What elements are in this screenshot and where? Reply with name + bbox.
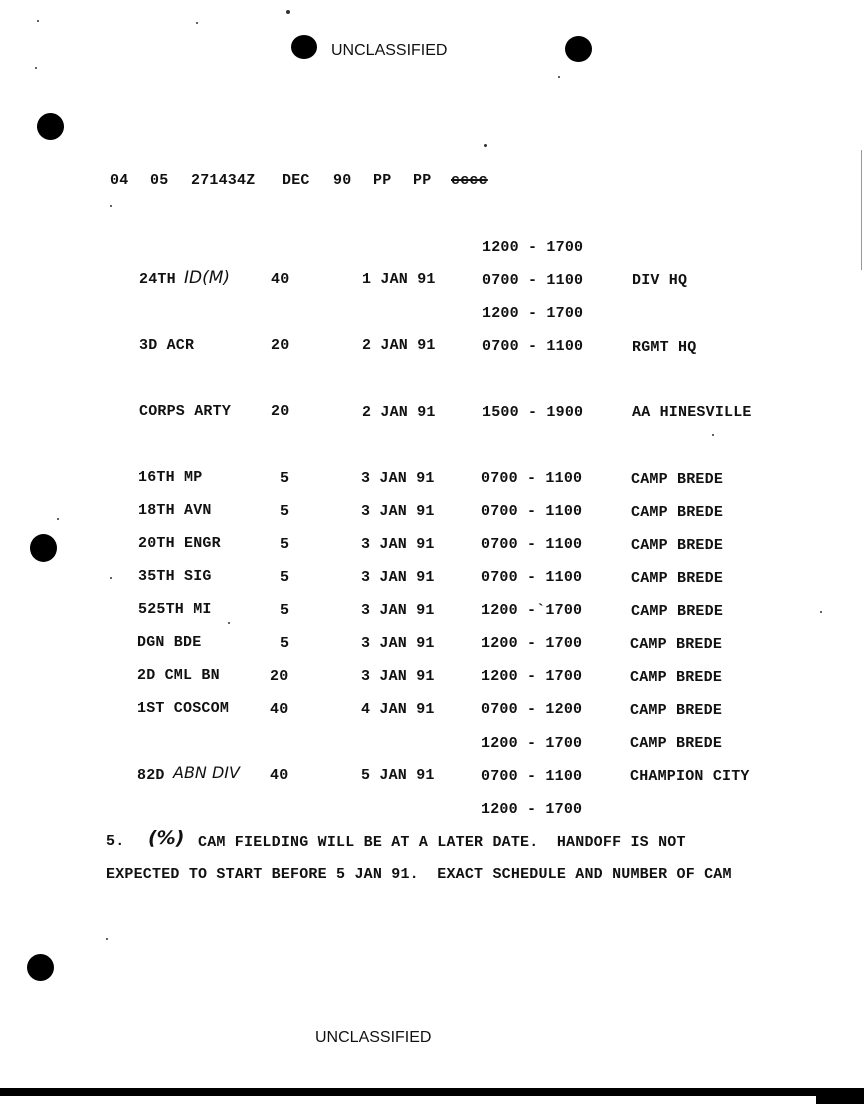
handwritten-unit: ID(M) (184, 268, 231, 288)
punch-hole-left-2 (30, 534, 57, 562)
unit-cell: 2D CML BN (137, 667, 220, 684)
location-cell: CAMP BREDE (631, 537, 724, 554)
punch-hole-top-left (291, 35, 317, 59)
punch-hole-left-1 (37, 113, 64, 140)
date-cell: 3 JAN 91 (361, 668, 435, 685)
count-cell: 40 (270, 701, 289, 718)
paragraph-line-2: EXPECTED TO START BEFORE 5 JAN 91. EXACT SCHEDULE AND NUMBER OF CAM (106, 866, 732, 883)
scan-edge-bottom (0, 1088, 846, 1096)
unit-cell: 18TH AVN (138, 502, 212, 519)
punch-hole-left-3 (27, 954, 54, 981)
date-cell: 3 JAN 91 (361, 569, 435, 586)
date-cell: 3 JAN 91 (361, 602, 435, 619)
date-cell: 4 JAN 91 (361, 701, 435, 718)
classification-mark: (%) (148, 827, 185, 849)
unit-cell: 16TH MP (138, 469, 203, 486)
count-cell: 5 (280, 569, 290, 586)
msg-field-1: 04 (110, 172, 129, 189)
location-cell: CAMP BREDE (631, 504, 724, 521)
time-cell: 0700 - 1100 (481, 768, 583, 785)
time-cell: 1200 - 1700 (481, 668, 583, 685)
time-cell: 0700 - 1100 (481, 536, 583, 553)
location-cell: CAMP BREDE (631, 570, 724, 587)
date-cell: 5 JAN 91 (361, 767, 435, 784)
count-cell: 5 (280, 536, 290, 553)
location-cell: CAMP BREDE (630, 669, 723, 686)
speck (35, 67, 37, 69)
msg-year: 90 (333, 172, 352, 189)
msg-precedence-1: PP (373, 172, 392, 189)
speck (37, 20, 39, 22)
time-cell: 1500 - 1900 (482, 404, 584, 421)
location-cell: CAMP BREDE (631, 471, 724, 488)
speck (196, 22, 198, 24)
date-cell: 3 JAN 91 (361, 635, 435, 652)
unit-cell: 525TH MI (138, 601, 212, 618)
msg-precedence-2: PP (413, 172, 432, 189)
speck (57, 518, 59, 520)
location-cell: RGMT HQ (632, 339, 697, 356)
date-cell: 3 JAN 91 (361, 536, 435, 553)
unit-cell: 20TH ENGR (138, 535, 221, 552)
date-cell: 3 JAN 91 (361, 503, 435, 520)
time-cell: 0700 - 1100 (482, 272, 584, 289)
unit-cell: 24TH (139, 271, 176, 288)
count-cell: 5 (280, 635, 290, 652)
location-cell: CAMP BREDE (630, 702, 723, 719)
speck (110, 577, 112, 579)
time-cell: 0700 - 1100 (481, 503, 583, 520)
date-cell: 3 JAN 91 (361, 470, 435, 487)
count-cell: 20 (271, 337, 290, 354)
unit-cell: DGN BDE (137, 634, 202, 651)
punch-hole-top-right (565, 36, 592, 62)
paragraph-line-1: CAM FIELDING WILL BE AT A LATER DATE. HANDOFF IS NOT (198, 834, 686, 851)
unit-cell: 82D (137, 767, 165, 784)
footer-classification: UNCLASSIFIED (315, 1029, 432, 1046)
unit-cell: 1ST COSCOM (137, 700, 230, 717)
time-cell: 1200 -`1700 (481, 602, 583, 619)
count-cell: 5 (280, 470, 290, 487)
date-cell: 2 JAN 91 (362, 404, 436, 421)
date-cell: 1 JAN 91 (362, 271, 436, 288)
location-cell: CAMP BREDE (630, 735, 723, 752)
speck (286, 10, 290, 14)
time-cell: 0700 - 1100 (482, 338, 584, 355)
unit-cell: 3D ACR (139, 337, 195, 354)
count-cell: 20 (270, 668, 289, 685)
msg-month: DEC (282, 172, 310, 189)
msg-field-2: 05 (150, 172, 169, 189)
time-cell: 0700 - 1100 (481, 569, 583, 586)
speck (484, 144, 487, 147)
count-cell: 5 (280, 602, 290, 619)
location-cell: AA HINESVILLE (632, 404, 752, 421)
time-cell: 1200 - 1700 (481, 735, 583, 752)
speck (110, 205, 112, 207)
time-cell: 1200 - 1700 (481, 801, 583, 818)
paragraph-number: 5. (106, 833, 125, 850)
speck (106, 938, 108, 940)
location-cell: CHAMPION CITY (630, 768, 750, 785)
count-cell: 40 (271, 271, 290, 288)
time-cell: 1200 - 1700 (482, 239, 584, 256)
location-cell: CAMP BREDE (631, 603, 724, 620)
count-cell: 5 (280, 503, 290, 520)
msg-struck-text: cccc (451, 172, 488, 189)
time-cell: 1200 - 1700 (481, 635, 583, 652)
handwritten-unit: ABN DIV (173, 763, 240, 782)
unit-cell: CORPS ARTY (139, 403, 232, 420)
scan-edge-corner (816, 1088, 864, 1104)
time-cell: 0700 - 1200 (481, 701, 583, 718)
speck (712, 434, 714, 436)
location-cell: DIV HQ (632, 272, 688, 289)
time-cell: 1200 - 1700 (482, 305, 584, 322)
count-cell: 40 (270, 767, 289, 784)
speck (228, 622, 230, 624)
time-cell: 0700 - 1100 (481, 470, 583, 487)
speck (820, 611, 822, 613)
date-cell: 2 JAN 91 (362, 337, 436, 354)
speck (558, 76, 560, 78)
unit-cell: 35TH SIG (138, 568, 212, 585)
scan-edge-right (861, 150, 862, 270)
header-classification: UNCLASSIFIED (331, 42, 448, 59)
count-cell: 20 (271, 403, 290, 420)
location-cell: CAMP BREDE (630, 636, 723, 653)
msg-dtg: 271434Z (191, 172, 256, 189)
